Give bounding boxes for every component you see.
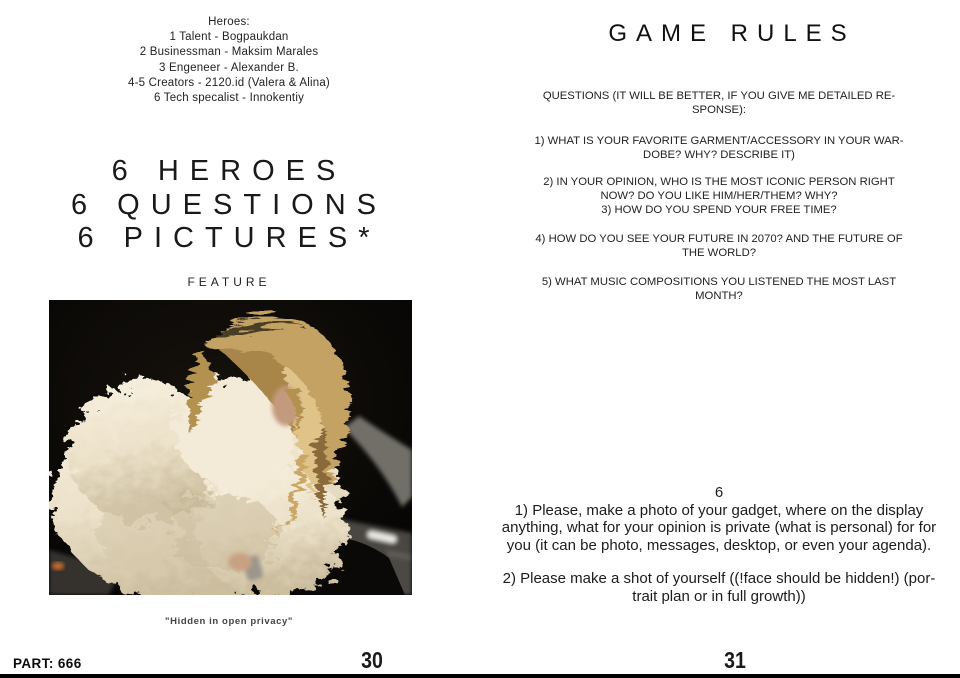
- task-line: 2) Please make a shot of yourself ((!face should be hidden!) (por-: [502, 570, 936, 588]
- task-2: [486, 570, 952, 605]
- heroes-list: [0, 15, 458, 106]
- question-4: [490, 233, 948, 261]
- heroes-item: 1 Talent - Bogpaukdan: [169, 31, 289, 44]
- part-label: PART: 666: [13, 656, 82, 671]
- task-line: trait plan or in full growth)): [632, 587, 806, 605]
- question-line: 1) WHAT IS YOUR FAVORITE GARMENT/ACCESSORY IN YOUR WAR-: [534, 135, 904, 147]
- question-line: MONTH?: [695, 289, 743, 302]
- task-line: you (it can be photo, messages, desktop, or even your agenda).: [506, 536, 932, 554]
- task-line: 1) Please, make a photo of your gadget, where on the display: [514, 501, 924, 519]
- feature-title-line: 6 PICTURES*: [77, 222, 381, 254]
- feature-photo: [49, 300, 412, 595]
- tasks-number: 6: [714, 484, 724, 501]
- question-line: THE WORLD?: [681, 246, 757, 259]
- section-label: FEATURE: [187, 275, 271, 289]
- page-number-left: 30: [361, 647, 383, 673]
- car-light: [52, 562, 64, 570]
- page-number-right: 31: [724, 647, 746, 673]
- feature-title-line: 6 QUESTIONS: [71, 188, 387, 221]
- bottom-rule: [0, 674, 960, 678]
- task-line: anything, what for your opinion is private (what is personal) for for: [501, 519, 937, 537]
- question-1: [490, 135, 948, 163]
- heroes-heading: Heroes:: [208, 16, 250, 28]
- questions-intro: [490, 90, 948, 118]
- feature-title: [0, 155, 458, 256]
- feature-title-line: 6 HEROES: [111, 155, 347, 187]
- question-line: 2) IN YOUR OPINION, WHO IS THE MOST ICONIC PERSON RIGHT: [543, 176, 895, 188]
- heroes-item: 3 Engeneer - Alexander B.: [159, 61, 299, 74]
- photo-caption: "Hidden in open privacy": [165, 616, 293, 627]
- question-line: 4) HOW DO YOU SEE YOUR FUTURE IN 2070? AND THE FUTURE OF: [535, 233, 903, 245]
- question-5: [490, 276, 948, 304]
- feature-photo-illustration: [49, 300, 412, 595]
- game-rules-title: GAME RULES: [608, 20, 856, 47]
- heroes-item: 6 Tech specalist - Innokentiy: [153, 92, 305, 105]
- heroes-item: 4-5 Creators - 2120.id (Valera & Alina): [128, 76, 330, 89]
- question-line: DOBE? WHY? DESCRIBE IT): [643, 148, 795, 161]
- task-1: [486, 502, 952, 555]
- questions-intro-line: QUESTIONS (IT WILL BE BETTER, IF YOU GIVE ME DETAILED RE-: [542, 90, 896, 102]
- question-line: 5) WHAT MUSIC COMPOSITIONS YOU LISTENED THE MOST LAST: [541, 276, 897, 288]
- heroes-item: 2 Businessman - Maksim Marales: [139, 46, 319, 59]
- question-line: 3) HOW DO YOU SPEND YOUR FREE TIME?: [601, 203, 837, 216]
- question-2-3: [490, 176, 948, 217]
- tasks-block: [486, 484, 952, 606]
- question-line: NOW? DO YOU LIKE HIM/HER/THEM? WHY?: [600, 189, 838, 202]
- questions-intro-line: SPONSE):: [692, 103, 746, 116]
